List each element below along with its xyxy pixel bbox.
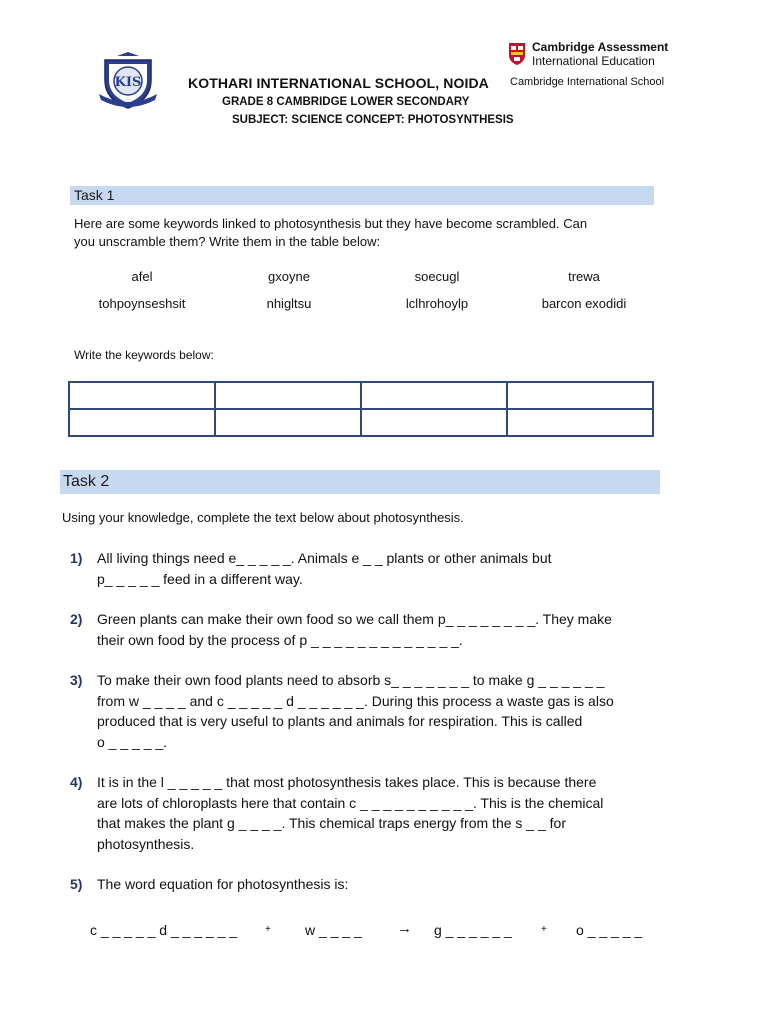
question-5-text [97,874,348,895]
scrambled-word: soecugl [414,269,460,284]
answer-cell[interactable] [215,409,361,436]
task1-title-bar: Task 1 [70,186,654,205]
question-3-text [97,670,614,752]
cambridge-international-education: International Education [532,54,655,68]
equation-arrow-icon: → [397,920,412,937]
equation-term-oxygen: o _ _ _ _ _ [576,922,643,938]
table-row [69,382,653,409]
question-line: that makes the plant g _ _ _ _. This chemical traps energy from the s _ _ for [97,815,566,831]
question-line: their own food by the process of p _ _ _ _ _ _ _ _ _ _ _ _ _. [97,631,463,648]
equation-plus: + [541,924,547,935]
question-4-text [97,772,603,854]
question-2-text [97,609,612,650]
question-number: 4) [70,774,83,790]
question-line: The word equation for photosynthesis is: [97,876,349,892]
task2-title-bar: Task 2 [60,470,660,494]
equation-plus: + [265,924,271,935]
task1-intro-line2: you unscramble them? Write them in the table below: [74,234,381,249]
table-row [69,409,653,436]
cambridge-assessment-name: Cambridge Assessment [532,40,669,54]
task1-instructions [74,215,664,251]
keyword-answer-table [68,381,654,437]
school-name: KOTHARI INTERNATIONAL SCHOOL, NOIDA [188,75,489,91]
question-3 [70,670,82,691]
question-1-text [97,548,552,589]
task1-intro-line1: Here are some keywords linked to photosynthesis but they have become scrambled. Can [74,216,588,231]
question-line: All living things need e_ _ _ _ _. Animals e _ _ plants or other animals but [97,550,552,566]
question-line: o _ _ _ _ _. [97,733,168,750]
cambridge-international-school: Cambridge International School [510,76,665,88]
question-line: are lots of chloroplasts here that contain c _ _ _ _ _ _ _ _ _ _. This is the chemical [97,794,604,811]
scrambled-word: afel [131,269,153,284]
answer-cell[interactable] [215,382,361,409]
scrambled-word: barcon exodidi [541,296,627,311]
answer-cell[interactable] [361,382,507,409]
question-number: 3) [70,672,83,688]
answer-cell[interactable] [361,409,507,436]
answer-cell[interactable] [507,382,653,409]
scrambled-word: tohpoynseshsit [98,296,186,311]
write-keywords-label: Write the keywords below: [74,348,214,362]
subject-heading: SUBJECT: SCIENCE CONCEPT: PHOTOSYNTHESIS [232,114,514,126]
equation-term-glucose: g _ _ _ _ _ _ [434,922,512,938]
question-5 [70,874,82,895]
question-number: 1) [70,550,83,566]
answer-cell[interactable] [507,409,653,436]
equation-term-water: w _ _ _ _ [305,922,362,938]
scrambled-word: nhigltsu [266,296,312,311]
question-line: from w _ _ _ _ and c _ _ _ _ _ d _ _ _ _ _ _. During this process a waste gas is also [97,692,614,709]
question-2 [70,609,82,630]
question-line: To make their own food plants need to absorb s_ _ _ _ _ _ _ to make g _ _ _ _ _ _ [97,672,605,688]
scrambled-word: trewa [568,269,600,284]
question-line: photosynthesis. [97,835,195,852]
question-line: It is in the l _ _ _ _ _ that most photosynthesis takes place. This is because there [97,774,597,790]
answer-cell[interactable] [69,409,215,436]
scrambled-word: lclhrohoylp [405,296,469,311]
cambridge-shield-icon [508,42,526,66]
question-line: produced that is very useful to plants and animals for respiration. This is called [97,713,583,729]
question-number: 5) [70,876,83,892]
question-number: 2) [70,611,83,627]
question-4 [70,772,82,793]
answer-cell[interactable] [69,382,215,409]
school-logo-text: KIS [114,75,142,90]
scrambled-word: gxoyne [268,269,310,284]
question-line: p_ _ _ _ _ feed in a different way. [97,570,303,587]
equation-term-carbon-dioxide: c _ _ _ _ _ d _ _ _ _ _ _ [90,922,238,938]
question-1 [70,548,82,569]
question-line: Green plants can make their own food so we call them p_ _ _ _ _ _ _ _. They make [97,611,612,627]
school-crest-logo [97,50,159,112]
task2-instructions: Using your knowledge, complete the text below about photosynthesis. [62,510,464,525]
grade-heading: GRADE 8 CAMBRIDGE LOWER SECONDARY [222,96,470,108]
